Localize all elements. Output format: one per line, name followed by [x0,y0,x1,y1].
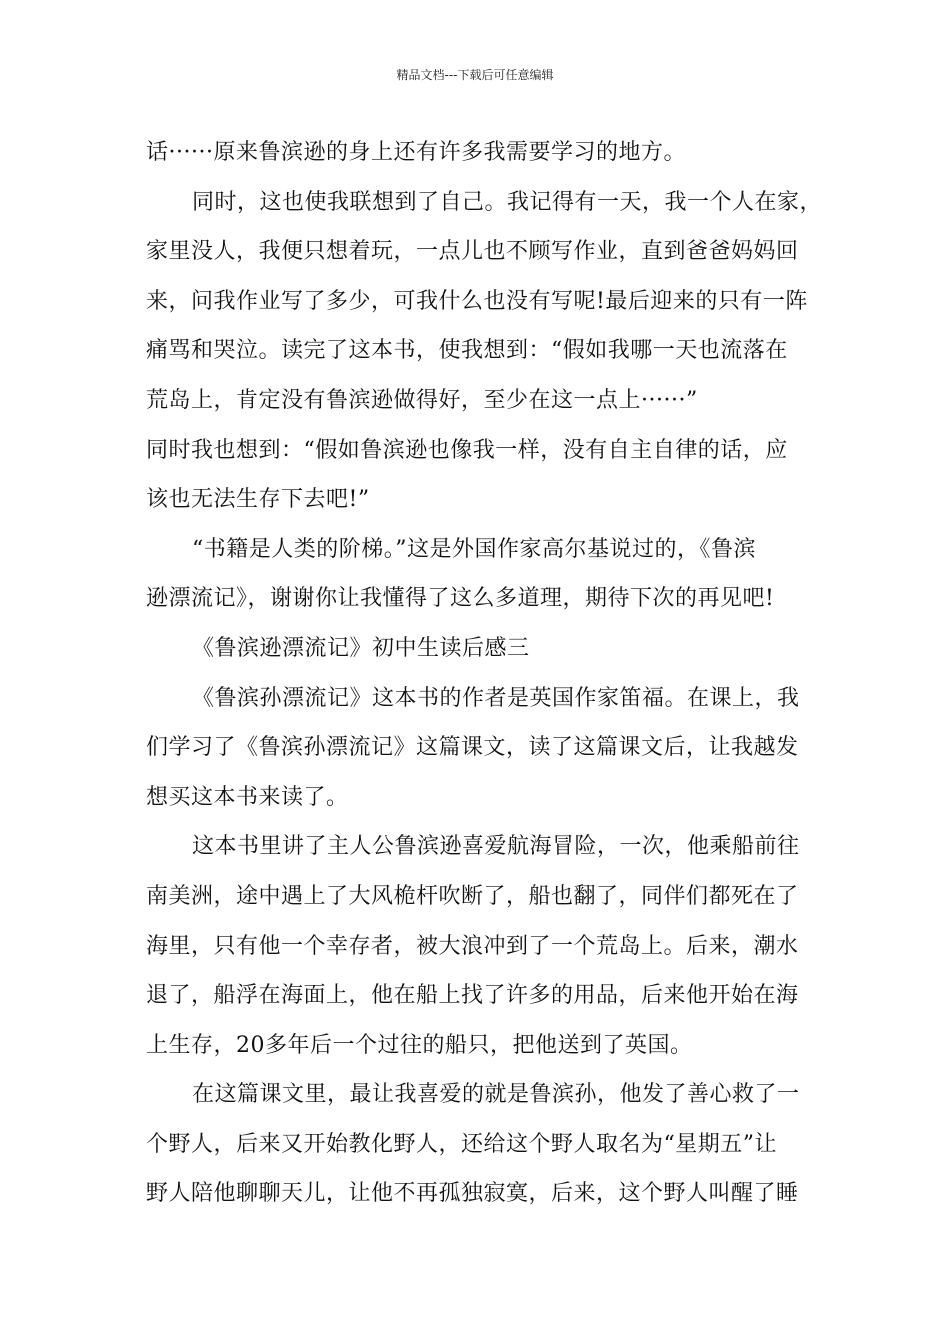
text-line: 在这篇课文里，最让我喜爱的就是鲁滨孙，他发了善心救了一 [192,1082,800,1108]
text-line: “书籍是人类的阶梯。”这是外国作家高尔基说过的，《鲁滨 [192,536,756,562]
text-line: 《鲁滨孙漂流记》这本书的作者是英国作家笛福。在课上，我 [192,685,800,711]
text-line: 痛骂和哭泣。读完了这本书，使我想到：“假如我哪一天也流落在 [146,338,788,364]
text-line: 同时，这也使我联想到了自己。我记得有一天，我一个人在家， [192,189,823,215]
text-line: 海里，只有他一个幸存者，被大浪冲到了一个荒岛上。后来，潮水 [146,933,799,959]
text-line: 来，问我作业写了多少，可我什么也没有写呢!最后迎来的只有一阵 [146,288,808,314]
text-line: 个野人，后来又开始教化野人，还给这个野人取名为“星期五”让 [146,1131,777,1157]
text-line: 逊漂流记》，谢谢你让我懂得了这么多道理，期待下次的再见吧! [146,586,775,612]
section-title: 《鲁滨逊漂流记》初中生读后感三 [192,635,530,661]
text-line: 同时我也想到：“假如鲁滨逊也像我一样，没有自主自律的话，应 [146,437,788,463]
text-line: 退了，船浮在海面上，他在船上找了许多的用品，后来他开始在海 [146,983,799,1009]
text-line: 荒岛上，肯定没有鲁滨逊做得好，至少在这一点上······” [146,387,698,413]
page-header: 精品文档---下载后可任意编辑 [396,68,554,82]
text-line: 想买这本书来读了。 [146,784,349,810]
text-line: 上生存，20多年后一个过往的船只，把他送到了英国。 [146,1032,693,1058]
text-line: 这本书里讲了主人公鲁滨逊喜爱航海冒险，一次，他乘船前往 [192,834,800,860]
text-line: 该也无法生存下去吧!” [146,487,370,513]
text-line: 野人陪他聊聊天儿，让他不再孤独寂寞，后来，这个野人叫醒了睡 [146,1181,799,1207]
body-text [146,128,823,1219]
text-line: 话······原来鲁滨逊的身上还有许多我需要学习的地方。 [146,140,686,165]
text-line: 南美洲，途中遇上了大风桅杆吹断了，船也翻了，同伴们都死在了 [146,883,799,909]
text-line: 们学习了《鲁滨孙漂流记》这篇课文，读了这篇课文后，让我越发 [146,735,799,761]
text-line: 家里没人，我便只想着玩，一点儿也不顾写作业，直到爸爸妈妈回 [146,239,799,265]
